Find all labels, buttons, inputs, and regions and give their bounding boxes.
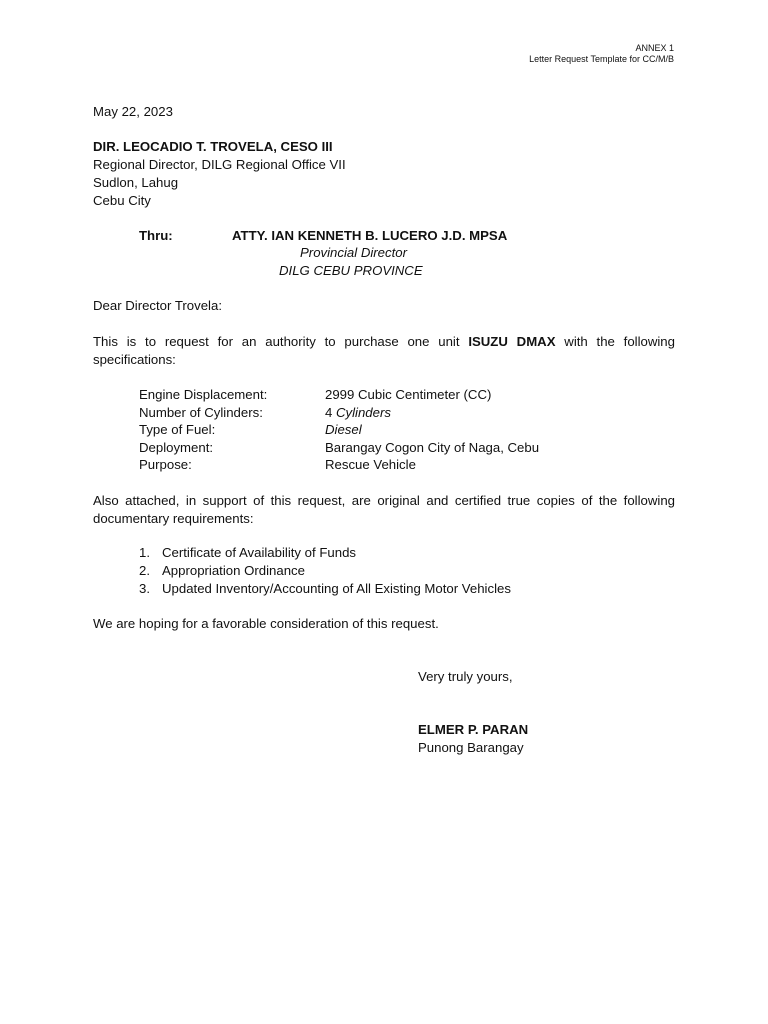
spec-row: [139, 386, 619, 404]
request-text-before: This is to request for an authority to purchase one unit: [93, 334, 469, 349]
thru-title: Provincial Director: [300, 245, 407, 260]
thru-name: ATTY. IAN KENNETH B. LUCERO J.D. MPSA: [232, 228, 508, 243]
spec-value: 2999 Cubic Centimeter (CC): [325, 387, 492, 402]
complimentary-close: Very truly yours,: [418, 669, 513, 684]
spec-row: [139, 439, 619, 457]
addressee-address-line-2: Cebu City: [93, 193, 151, 208]
list-text: Appropriation Ordinance: [162, 563, 305, 578]
vehicle-name: ISUZU DMAX: [468, 334, 556, 349]
spec-row: [139, 456, 619, 474]
list-text: Updated Inventory/Accounting of All Existing Motor Vehicles: [162, 581, 511, 596]
request-text-after: with the following specifications:: [93, 334, 675, 367]
addressee-title: Regional Director, DILG Regional Office VII: [93, 157, 346, 172]
closing-line: We are hoping for a favorable consideration of this request.: [93, 616, 439, 631]
addressee-name: DIR. LEOCADIO T. TROVELA, CESO III: [93, 139, 333, 154]
spec-row: [139, 421, 619, 439]
signatory-position: Punong Barangay: [418, 740, 524, 755]
request-paragraph: [93, 333, 675, 368]
thru-office: DILG CEBU PROVINCE: [279, 263, 423, 278]
spec-label: Purpose:: [139, 457, 192, 472]
letter-date: May 22, 2023: [93, 104, 173, 119]
salutation: Dear Director Trovela:: [93, 298, 222, 313]
list-number: 2.: [139, 563, 150, 578]
spec-label: Deployment:: [139, 439, 214, 455]
spec-value: Diesel: [325, 422, 362, 437]
spec-value: Barangay Cogon City of Naga, Cebu: [325, 439, 540, 455]
spec-value: Rescue Vehicle: [325, 457, 416, 472]
list-number: 1.: [139, 545, 150, 560]
list-number: 3.: [139, 581, 150, 596]
spec-row: [139, 404, 619, 422]
attachments-paragraph: Also attached, in support of this request, are original and certified true copies of the following documentary requirements:: [93, 493, 675, 526]
thru-label: Thru:: [139, 228, 173, 243]
template-label: Letter Request Template for CC/M/B: [529, 54, 674, 64]
spec-label: Type of Fuel:: [139, 422, 216, 437]
signatory-name: ELMER P. PARAN: [418, 722, 529, 737]
addressee-address-line-1: Sudlon, Lahug: [93, 175, 179, 190]
spec-label: Engine Displacement:: [139, 387, 268, 402]
annex-label: ANNEX 1: [635, 43, 674, 53]
spec-label: Number of Cylinders:: [139, 404, 263, 420]
spec-value: 4 Cylinders: [325, 404, 391, 420]
list-text: Certificate of Availability of Funds: [162, 545, 356, 560]
